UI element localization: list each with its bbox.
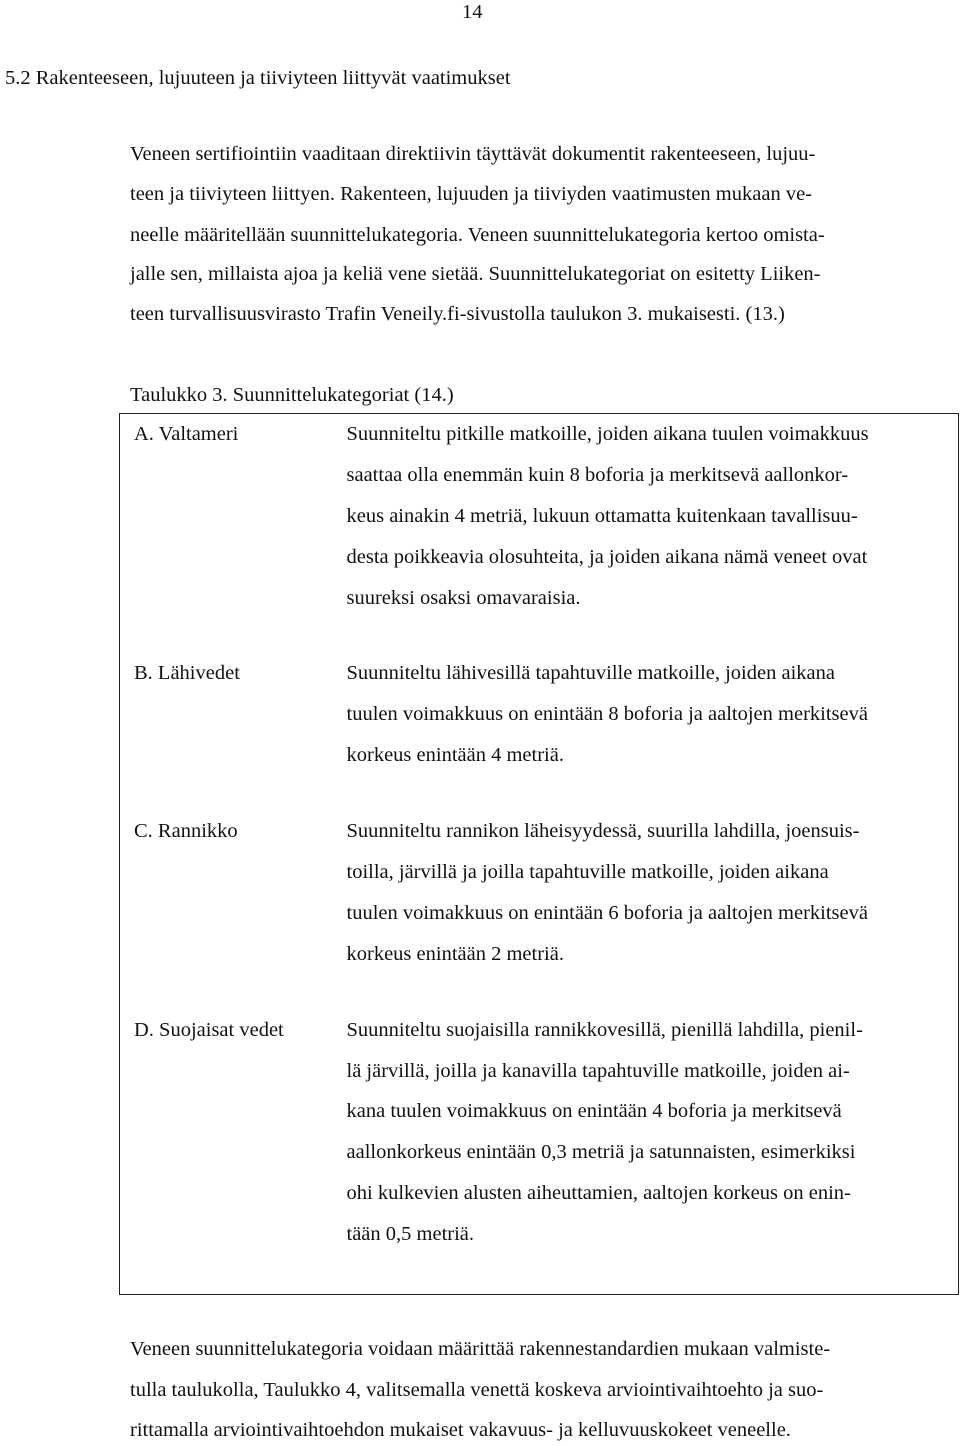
description-line: saattaa olla enemmän kuin 8 boforia ja merkitsevä aallonkor- [346, 464, 849, 486]
category-label: B. Lähivedet [134, 661, 240, 684]
description-line: lä järvillä, joilla ja kanavilla tapahtuville matkoille, joiden ai- [346, 1059, 850, 1082]
category-label-cell [120, 414, 347, 657]
category-description-cell [347, 414, 959, 657]
category-label: C. Rannikko [134, 819, 238, 842]
description-line: tuulen voimakkuus on enintään 8 boforia ja aaltojen merkitsevä [346, 702, 868, 725]
description-line: kana tuulen voimakkuus on enintään 4 boforia ja merkitsevä [346, 1099, 842, 1122]
category-label-cell [120, 1013, 347, 1295]
closing-line: Veneen suunnittelukategoria voidaan määrittää rakennestandardien mukaan valmiste- [130, 1338, 831, 1360]
description-line: Suunniteltu rannikon läheisyydessä, suurilla lahdilla, joensuis- [346, 819, 860, 842]
description-line: Suunniteltu suojaisilla rannikkovesillä, pienillä lahdilla, pienil- [346, 1018, 863, 1041]
description-line: aallonkorkeus enintään 0,3 metriä ja satunnaisten, esimerkiksi [346, 1140, 856, 1163]
description-line: ohi kulkevien alusten aiheuttamien, aaltojen korkeus on enin- [346, 1181, 851, 1204]
category-label-cell [120, 815, 347, 1013]
category-label-cell [120, 657, 347, 815]
intro-line: teen ja tiiviyteen liittyen. Rakenteen, lujuuden ja tiiviyden vaatimusten mukaan ve- [130, 183, 812, 205]
page-number: 14 [462, 1, 483, 23]
description-line: desta poikkeavia olosuhteita, ja joiden aikana nämä veneet ovat [346, 546, 868, 568]
description-line: Suunniteltu lähivesillä tapahtuville matkoille, joiden aikana [346, 661, 835, 684]
table-row [120, 414, 959, 657]
intro-line: neelle määritellään suunnittelukategoria. Veneen suunnittelukategoria kertoo omista- [130, 224, 825, 246]
table-caption: Taulukko 3. Suunnittelukategoriat (14.) [130, 384, 454, 406]
description-line: tään 0,5 metriä. [346, 1222, 475, 1245]
closing-line: rittamalla arviointivaihtoehdon mukaiset vakavuus- ja kelluvuuskokeet veneelle. [130, 1419, 791, 1441]
description-line: Suunniteltu pitkille matkoille, joiden aikana tuulen voimakkuus [346, 423, 869, 445]
description-line: toilla, järvillä ja joilla tapahtuville matkoille, joiden aikana [346, 860, 829, 883]
intro-line: Veneen sertifiointiin vaaditaan direktiivin täyttävät dokumentit rakenteeseen, lujuu- [130, 143, 816, 165]
design-category-table [119, 413, 959, 1295]
table-row [120, 1013, 959, 1295]
category-label: A. Valtameri [134, 423, 239, 445]
table-row [120, 815, 959, 1013]
table-row [120, 657, 959, 815]
section-heading: 5.2 Rakenteeseen, lujuuteen ja tiiviyteen liittyvät vaatimukset [5, 67, 511, 89]
closing-line: tulla taulukolla, Taulukko 4, valitsemalla venettä koskeva arviointivaihtoehto ja suo- [130, 1379, 824, 1401]
category-description-cell [347, 657, 959, 815]
category-description-cell [347, 1013, 959, 1295]
description-line: korkeus enintään 4 metriä. [346, 743, 564, 766]
description-line: tuulen voimakkuus on enintään 6 boforia ja aaltojen merkitsevä [346, 901, 868, 924]
intro-line: jalle sen, millaista ajoa ja keliä vene sietää. Suunnittelukategoriat on esitetty Liiken- [130, 263, 821, 285]
category-label: D. Suojaisat vedet [134, 1018, 284, 1041]
description-line: korkeus enintään 2 metriä. [346, 942, 564, 965]
description-line: suureksi osaksi omavaraisia. [346, 587, 581, 609]
description-line: keus ainakin 4 metriä, lukuun ottamatta kuitenkaan tavallisuu- [346, 505, 858, 527]
category-description-cell [347, 815, 959, 1013]
intro-line: teen turvallisuusvirasto Trafin Veneily.fi-sivustolla taulukon 3. mukaisesti. (13.) [130, 303, 785, 325]
